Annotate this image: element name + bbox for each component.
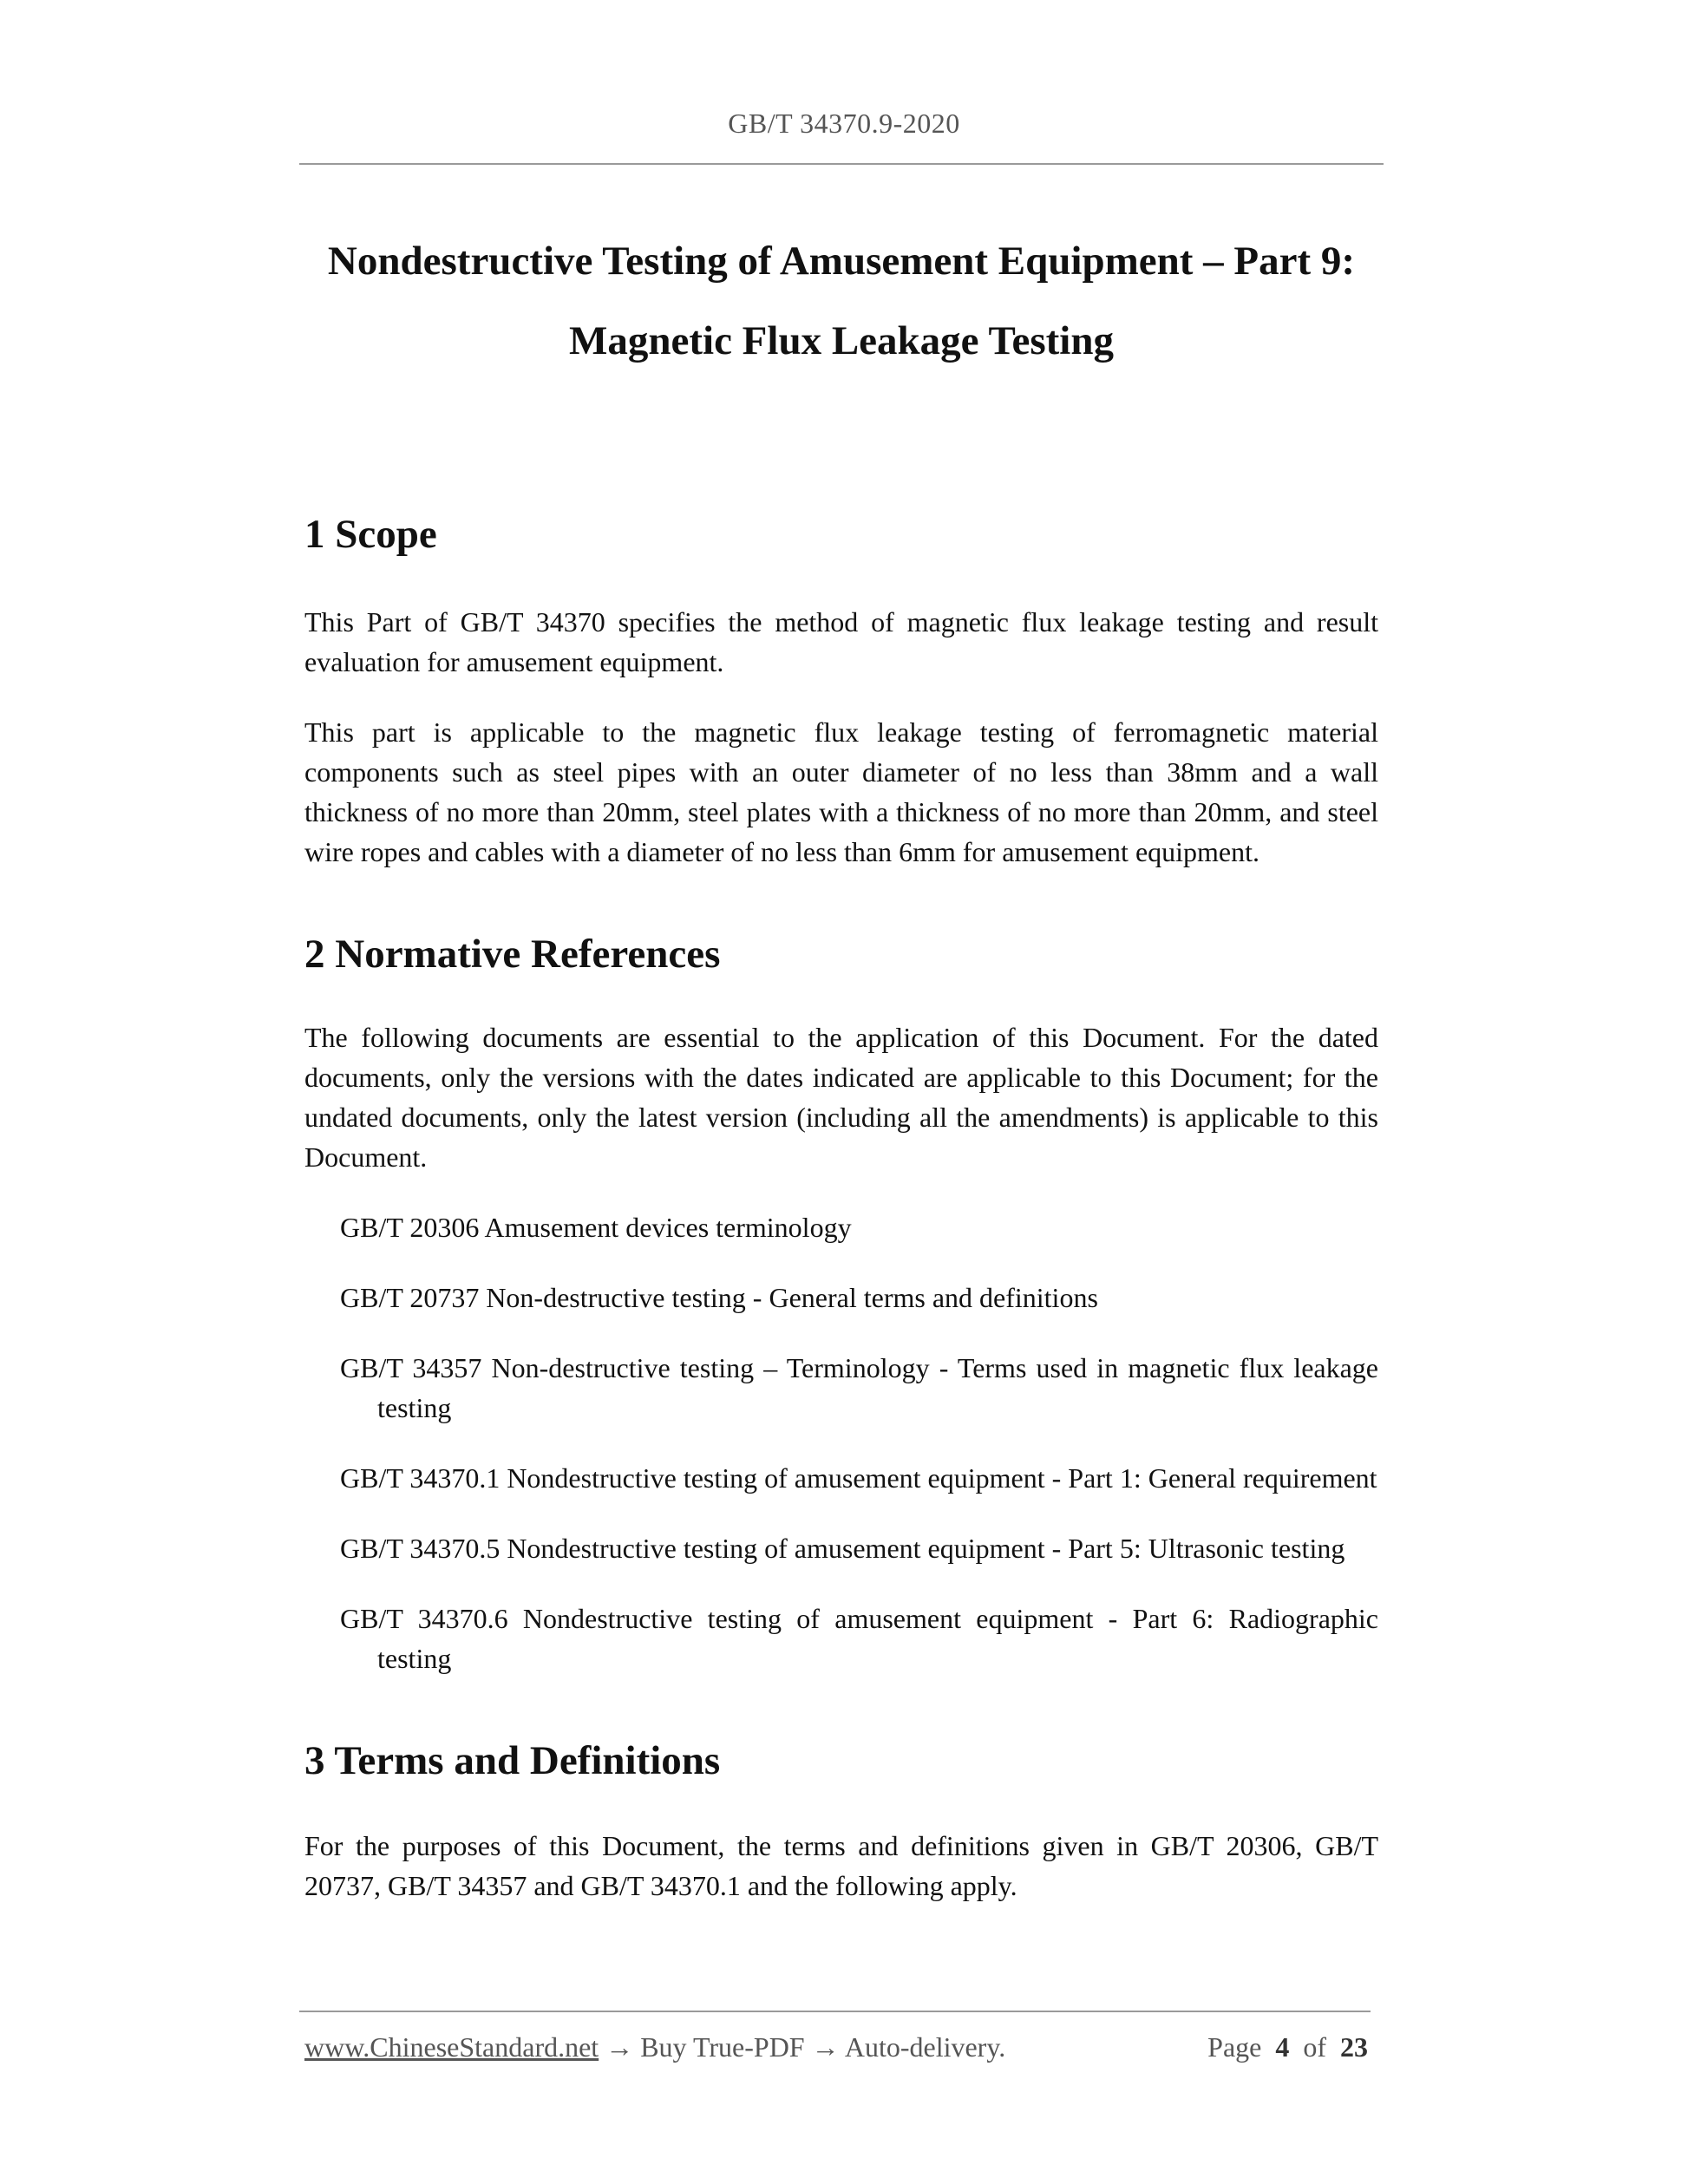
footer-promo-text: → Buy True-PDF → Auto-delivery.: [599, 2031, 1006, 2063]
reference-item: GB/T 20306 Amusement devices terminology: [340, 1212, 852, 1243]
section-heading-normative-references: 2 Normative References: [304, 932, 721, 977]
reference-item: GB/T 34370.1 Nondestructive testing of amusement equipment - Part 1: General requirement: [340, 1462, 1377, 1494]
reference-item: GB/T 20737 Non-destructive testing - General terms and definitions: [340, 1282, 1098, 1313]
page-number: [1207, 2031, 1368, 2063]
footer-divider: [299, 2011, 1371, 2012]
page-of-label: of: [1303, 2031, 1326, 2063]
reference-list: [304, 1207, 1378, 1678]
page-total: 23: [1340, 2031, 1368, 2063]
reference-item: GB/T 34370.6 Nondestructive testing of amusement equipment - Part 6: Radiographic testing: [340, 1603, 1378, 1674]
normative-references-intro: The following documents are essential to the application of this Document. For the dated documents, only the versions with the dates indicated are applicable to this Document; for the undated documents, only the latest version (including all the amendments) is applicable to this Document.: [304, 1022, 1378, 1173]
section-heading-scope: 1 Scope: [304, 512, 437, 557]
document-title-line-1: Nondestructive Testing of Amusement Equipment – Part 9:: [327, 239, 1356, 284]
document-title: [304, 221, 1378, 381]
scope-paragraph-2: This part is applicable to the magnetic flux leakage testing of ferromagnetic material components such as steel pipes with an outer diameter of no less than 38mm and a wall thickness of no more than 20mm, steel plates with a thickness of no more than 20mm, and steel wire ropes and cables with a diameter of no less than 6mm for amusement equipment.: [304, 716, 1378, 867]
chinesestandard-link[interactable]: www.ChineseStandard.net: [304, 2031, 599, 2063]
reference-item: GB/T 34357 Non-destructive testing – Terminology - Terms used in magnetic flux leakage testing: [340, 1352, 1378, 1423]
page-current: 4: [1275, 2031, 1290, 2063]
section-heading-terms-and-definitions: 3 Terms and Definitions: [304, 1738, 721, 1783]
page-label: Page: [1207, 2031, 1262, 2063]
page-footer: [304, 2031, 1368, 2063]
footer-promo: [304, 2031, 1005, 2063]
page-content: [304, 221, 1378, 1906]
header-divider: [299, 163, 1384, 165]
reference-item: GB/T 34370.5 Nondestructive testing of amusement equipment - Part 5: Ultrasonic testing: [340, 1533, 1345, 1564]
running-header: GB/T 34370.9-2020: [728, 108, 960, 139]
scope-paragraph-1: This Part of GB/T 34370 specifies the method of magnetic flux leakage testing and result evaluation for amusement equipment.: [304, 606, 1378, 677]
terms-paragraph-1: For the purposes of this Document, the terms and definitions given in GB/T 20306, GB/T 20737, GB/T 34357 and GB/T 34370.1 and the following apply.: [304, 1830, 1378, 1901]
document-title-line-2: Magnetic Flux Leakage Testing: [569, 318, 1114, 363]
